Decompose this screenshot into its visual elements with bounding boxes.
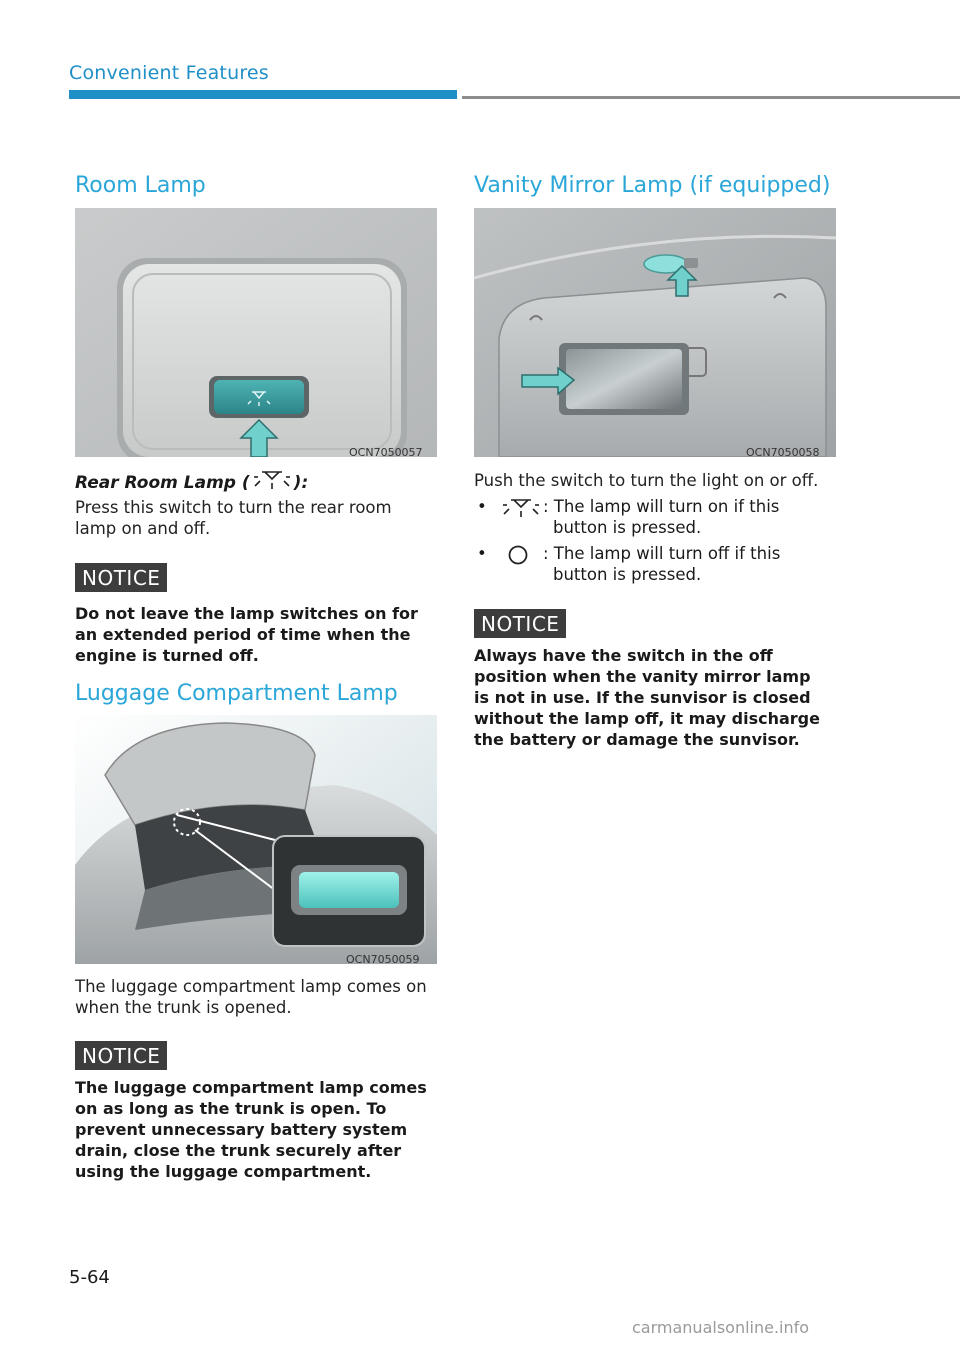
- bullet-lamp-on-line1: : The lamp will turn on if this: [543, 497, 780, 516]
- luggage-lamp-figure: [75, 715, 437, 964]
- luggage-lamp-figure-code: OCN7050059: [346, 953, 420, 966]
- luggage-lamp-heading: Luggage Compartment Lamp: [75, 681, 398, 706]
- bullet-marker: •: [477, 544, 487, 563]
- vanity-lamp-heading: Vanity Mirror Lamp (if equipped): [474, 173, 831, 198]
- room-lamp-heading: Room Lamp: [75, 173, 206, 198]
- room-lamp-body: Press this switch to turn the rear room lamp on and off.: [75, 498, 392, 538]
- vanity-lamp-body: Push the switch to turn the light on or off.: [474, 471, 819, 490]
- room-lamp-notice-text: Do not leave the lamp switches on for an extended period of time when the engine is turned off.: [75, 604, 418, 665]
- room-lamp-figure: [75, 208, 437, 457]
- subheading-suffix: ):: [293, 473, 309, 493]
- section-header-title: Convenient Features: [69, 62, 269, 84]
- vanity-lamp-figure: [474, 208, 836, 457]
- bullet-lamp-on-line2: button is pressed.: [553, 518, 702, 537]
- bullet-lamp-off: [477, 543, 837, 587]
- luggage-lamp-notice-text: The luggage compartment lamp comes on as long as the trunk is open. To prevent unnecessary battery system drain, close the trunk securely after using the luggage compartment.: [75, 1078, 427, 1181]
- header-accent-bar: [69, 90, 457, 99]
- luggage-lamp-body: The luggage compartment lamp comes on when the trunk is opened.: [75, 977, 427, 1017]
- rear-room-lamp-subheading: [75, 469, 308, 496]
- lamp-on-icon: [250, 469, 294, 496]
- header-divider-bar: [462, 96, 960, 99]
- watermark: carmanualsonline.info: [632, 1318, 810, 1337]
- bullet-marker: •: [477, 497, 487, 516]
- lamp-on-icon: [501, 498, 541, 523]
- lamp-off-icon: [507, 544, 529, 571]
- bullet-lamp-off-line1: : The lamp will turn off if this: [543, 544, 781, 563]
- vanity-lamp-figure-code: OCN7050058: [746, 446, 820, 459]
- bullet-lamp-on: [477, 496, 837, 540]
- bullet-lamp-off-line2: button is pressed.: [553, 565, 702, 584]
- vanity-lamp-notice-badge: NOTICE: [474, 609, 566, 638]
- room-lamp-notice-badge: NOTICE: [75, 563, 167, 592]
- page-number: 5-64: [69, 1267, 110, 1288]
- luggage-lamp-notice-badge: NOTICE: [75, 1041, 167, 1070]
- room-lamp-figure-code: OCN7050057: [349, 446, 423, 459]
- subheading-prefix: Rear Room Lamp (: [75, 473, 250, 493]
- vanity-lamp-notice-text: Always have the switch in the off position when the vanity mirror lamp is not in use. If the sunvisor is closed without the lamp off, it may discharge the battery or damage the sunvisor.: [474, 646, 820, 749]
